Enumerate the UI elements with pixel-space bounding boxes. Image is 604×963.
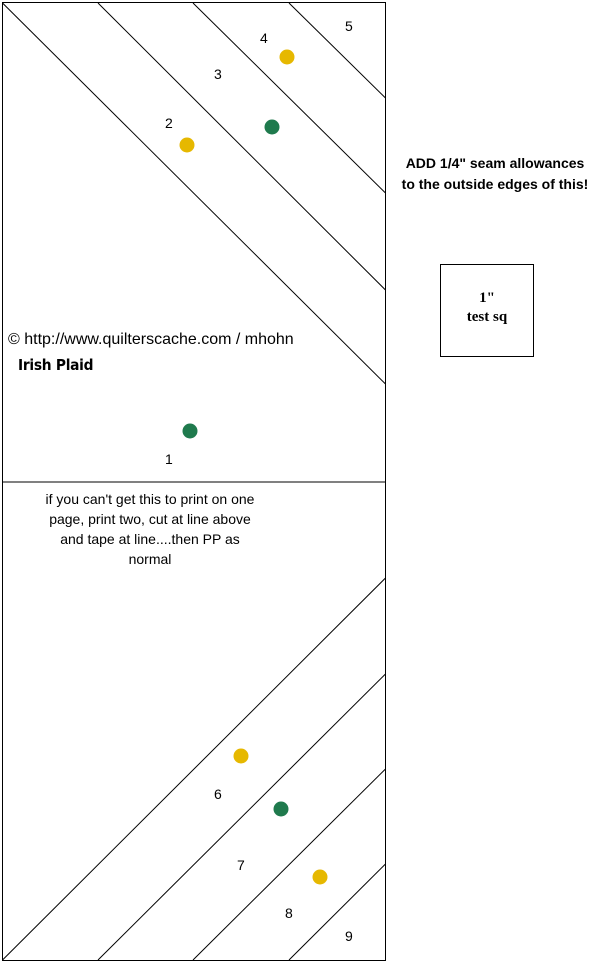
section-number: 3 (214, 66, 222, 82)
gold-dot (313, 870, 328, 885)
section-number: 7 (237, 857, 245, 873)
seam-line (98, 674, 386, 960)
section-number: 8 (285, 905, 293, 921)
section-number: 5 (345, 18, 353, 34)
section-number: 4 (260, 30, 268, 46)
gold-dot (234, 749, 249, 764)
seam-allowance-note: ADD 1/4" seam allowances to the outside edges of this! (401, 155, 589, 192)
seam-line (193, 769, 386, 960)
section-number: 1 (165, 451, 173, 467)
copyright-text: © http://www.quilterscache.com / mhohn (8, 331, 294, 348)
section-number: 2 (165, 115, 173, 131)
test-square-size: 1" (479, 290, 495, 306)
seam-line (3, 578, 386, 960)
seam-line (289, 864, 386, 960)
gold-dot (180, 138, 195, 153)
seam-line (289, 3, 386, 98)
green-dot (183, 424, 198, 439)
test-square-label: test sq (466, 309, 508, 325)
section-number: 9 (345, 928, 353, 944)
green-dot (265, 120, 280, 135)
section-number: 6 (214, 786, 222, 802)
seam-line (98, 3, 386, 290)
pattern-title: Irish Plaid (18, 356, 94, 374)
seam-line (193, 3, 386, 193)
green-dot (274, 802, 289, 817)
test-square (440, 264, 534, 357)
gold-dot (280, 50, 295, 65)
print-instructions: if you can't get this to print on one page, print two, cut at line above and tape at line....then PP as normal (45, 491, 255, 567)
seam-line (3, 3, 386, 384)
